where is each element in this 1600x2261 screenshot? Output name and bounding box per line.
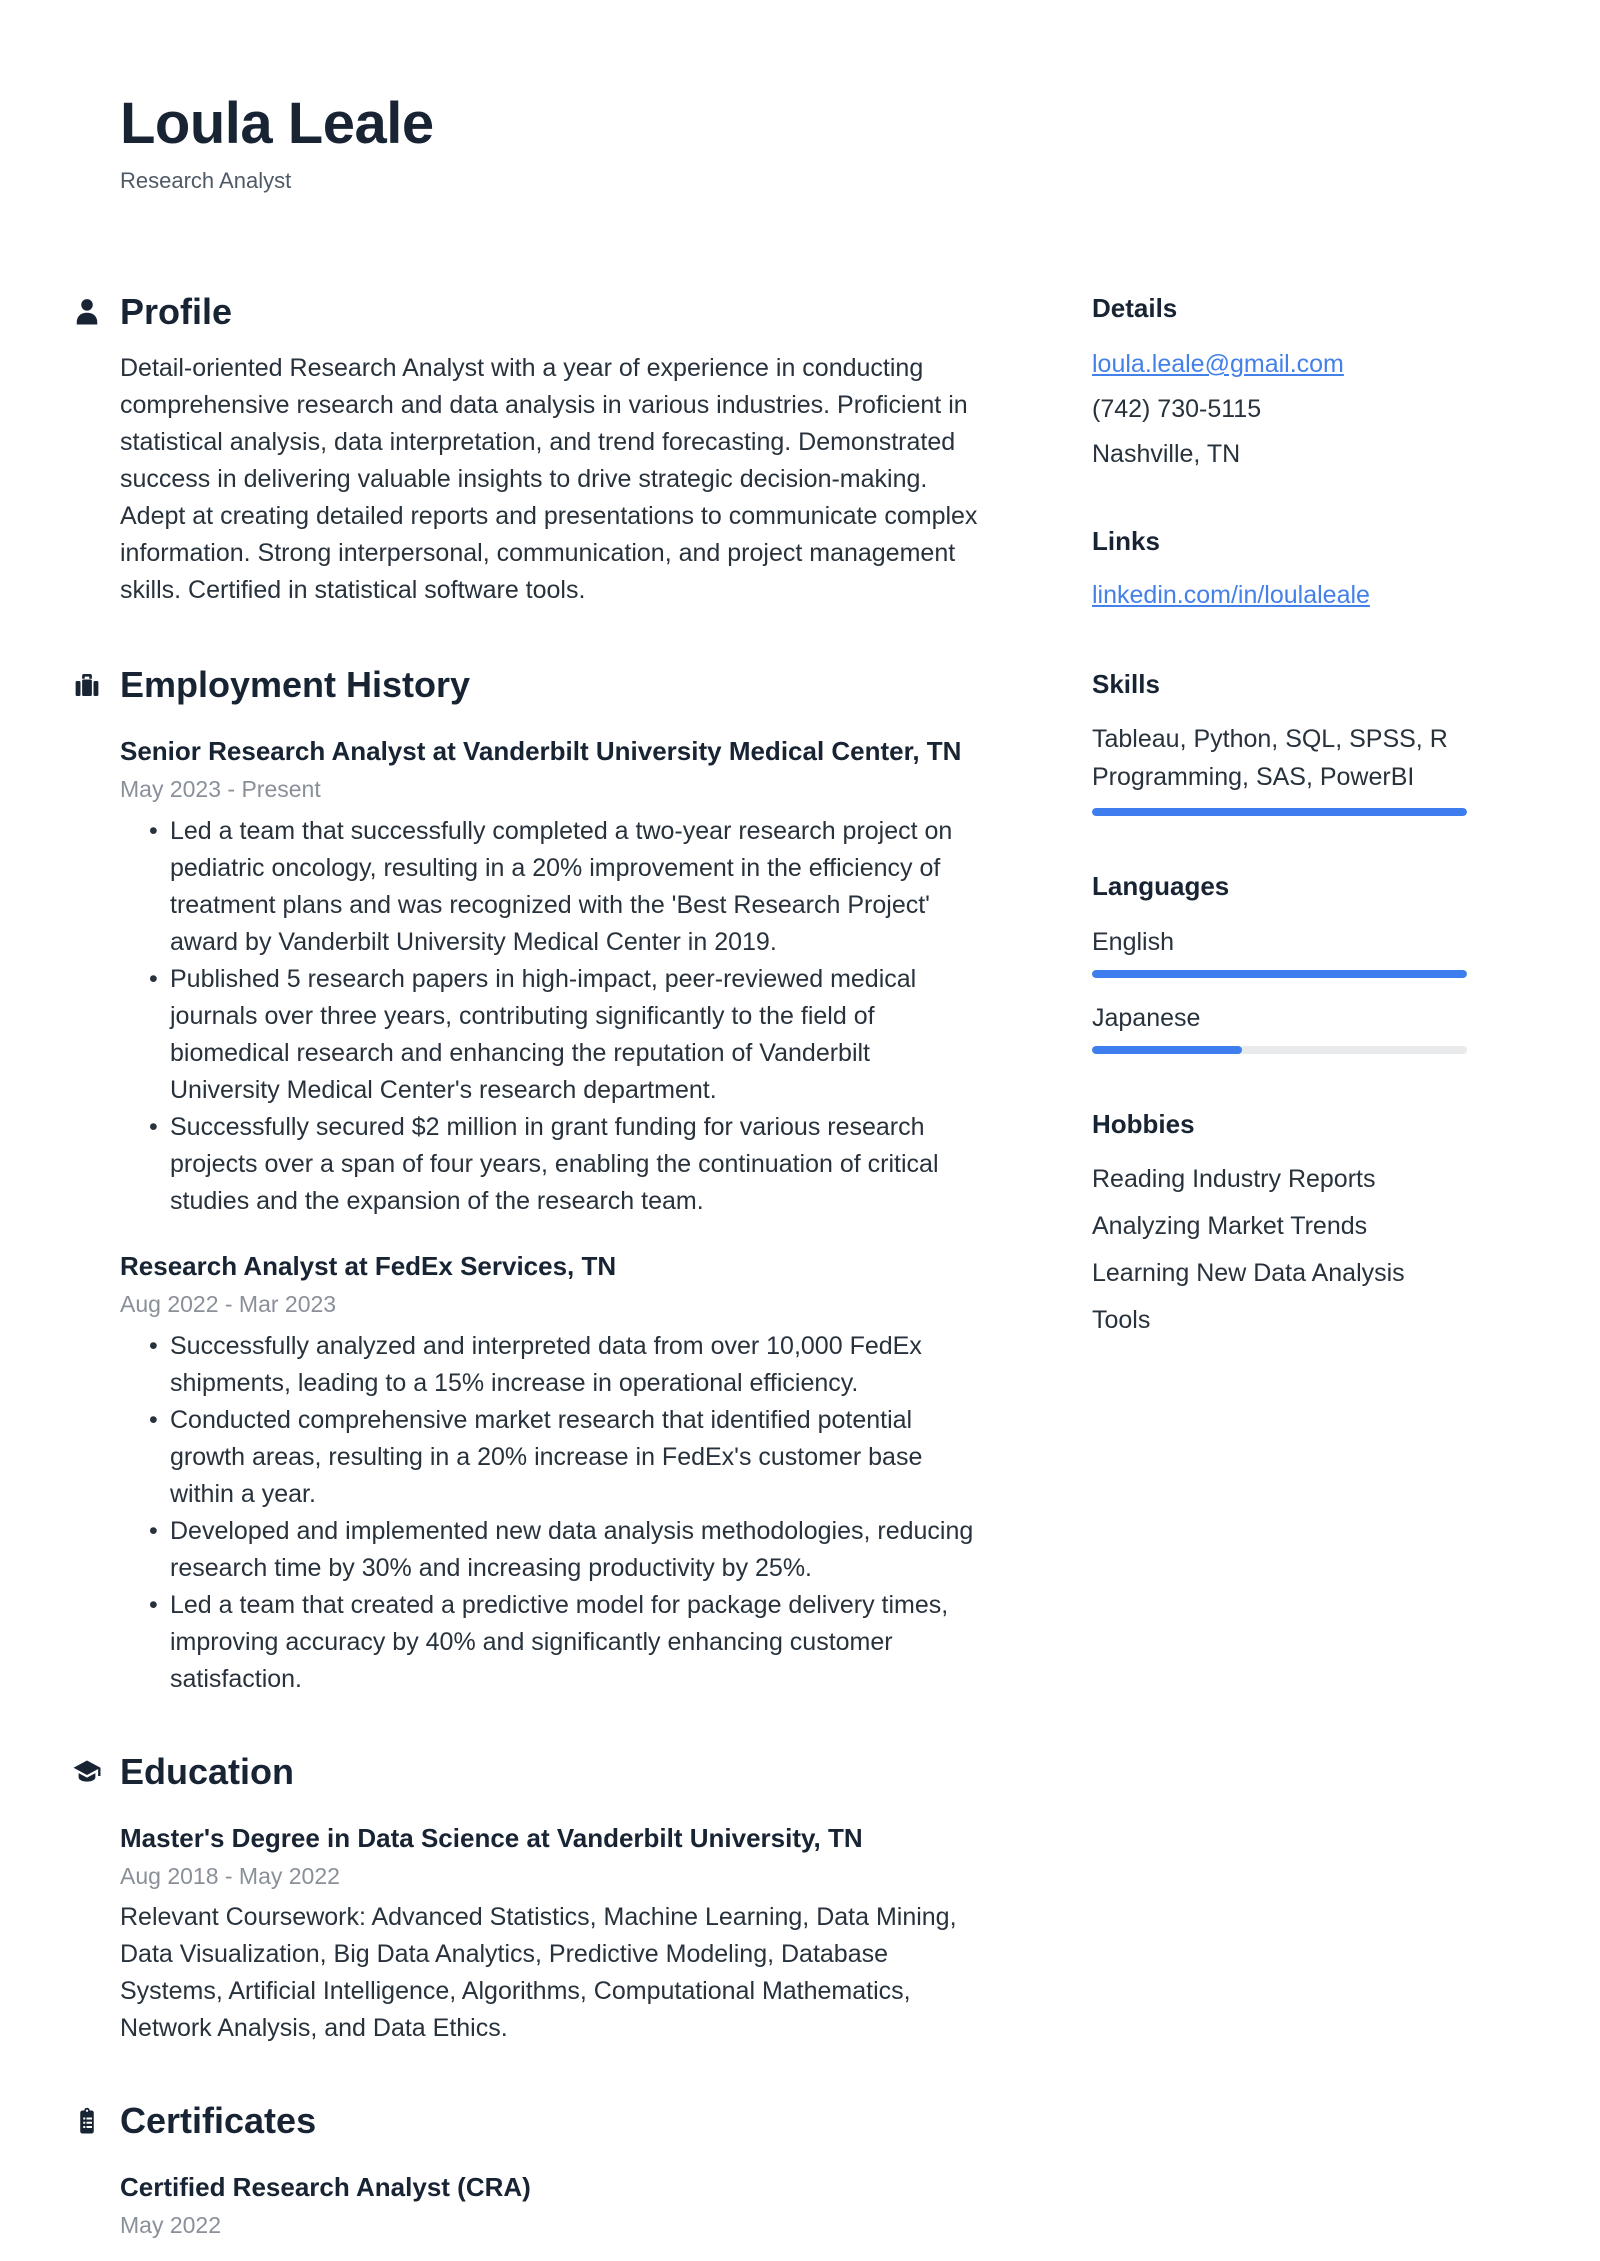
email-link[interactable]: loula.leale@gmail.com xyxy=(1092,350,1344,378)
hobbies-list xyxy=(1092,1156,1467,1344)
language-level-bar xyxy=(1092,1046,1467,1054)
language-name: Japanese xyxy=(1092,1004,1201,1032)
skill-level-bar-fill xyxy=(1092,808,1467,816)
languages-heading: Languages xyxy=(1092,871,1230,901)
certificates-section xyxy=(120,2101,980,2240)
job-entry xyxy=(120,731,980,1220)
languages-section xyxy=(1092,870,1467,1054)
certificate-entry xyxy=(120,2167,980,2240)
language-level-bar xyxy=(1092,970,1467,978)
profile-section xyxy=(120,292,980,609)
job-entry xyxy=(120,1246,980,1698)
employment-heading-label: Employment History xyxy=(120,663,471,705)
language-level-bar-fill xyxy=(1092,970,1467,978)
hobby-item: Analyzing Market Trends xyxy=(1092,1212,1368,1240)
hobby-item: Learning New Data Analysis Tools xyxy=(1092,1259,1405,1334)
job-bullet: • Successfully analyzed and interpreted data from over 10,000 FedEx shipments, leading to a 15% increase in operational efficiency. xyxy=(120,1328,980,1402)
briefcase-icon xyxy=(72,670,102,700)
certificate-title: Certified Research Analyst (CRA) xyxy=(120,2171,531,2202)
person-icon xyxy=(72,297,102,327)
employment-history-section xyxy=(120,665,980,1698)
hobbies-heading: Hobbies xyxy=(1092,1109,1195,1139)
column-gap xyxy=(980,92,1092,2240)
profile-summary: Detail-oriented Research Analyst with a year of experience in conducting comprehensive research and data analysis in various industries. Proficient in statistical analysis, data interpretation, and trend forecasting. Demonstrated success in delivering valuable insights to drive strategic decision-making. Adept at creating detailed reports and presentations to communicate complex information. Strong interpersonal, communication, and project management skills. Certified in statistical software tools. xyxy=(120,353,978,604)
skills-heading: Skills xyxy=(1092,669,1160,699)
person-name: Loula Leale xyxy=(120,91,434,156)
clipboard-list-icon xyxy=(72,2106,102,2136)
education-dates: Aug 2018 - May 2022 xyxy=(120,1862,340,1889)
language-item xyxy=(1092,1002,1467,1054)
main-column xyxy=(120,92,980,2240)
certificates-heading-label: Certificates xyxy=(120,2099,317,2141)
phone-number: (742) 730-5115 xyxy=(1092,395,1262,423)
links-list xyxy=(1092,573,1467,618)
skills-list-text: Tableau, Python, SQL, SPSS, R Programming, SAS, PowerBI xyxy=(1092,725,1448,791)
job-dates: Aug 2022 - Mar 2023 xyxy=(120,1290,337,1317)
education-heading-label: Education xyxy=(120,1750,295,1792)
language-item xyxy=(1092,926,1467,978)
education-section xyxy=(120,1752,980,2047)
job-bullet-list xyxy=(120,1328,980,1698)
job-bullet: • Published 5 research papers in high-impact, peer-reviewed medical journals over three years, contributing significantly to the field of biomedical research and enhancing the reputation of Vanderbilt University Medical Center's research department. xyxy=(120,961,980,1109)
location-text: Nashville, TN xyxy=(1092,440,1241,468)
skill-level-bar xyxy=(1092,808,1467,816)
education-description: Relevant Coursework: Advanced Statistics, Machine Learning, Data Mining, Data Visualization, Big Data Analytics, Predictive Modeling, Database Systems, Artificial Intelligence, Algorithms, Computational Mathematics, Network Analysis, and Data Ethics. xyxy=(120,1902,957,2042)
certificate-dates: May 2022 xyxy=(120,2211,222,2238)
job-title: Senior Research Analyst at Vanderbilt University Medical Center, TN xyxy=(120,735,962,766)
linkedin-link[interactable]: linkedin.com/in/loulaleale xyxy=(1092,581,1370,609)
person-job-title: Research Analyst xyxy=(120,167,292,193)
job-bullet: • Conducted comprehensive market research that identified potential growth areas, resulting in a 20% increase in FedEx's customer base within a year. xyxy=(120,1402,980,1513)
employment-heading xyxy=(120,665,980,705)
details-heading: Details xyxy=(1092,293,1178,323)
job-bullet: • Led a team that created a predictive model for package delivery times, improving accuracy by 40% and significantly enhancing customer satisfaction. xyxy=(120,1587,980,1698)
job-dates: May 2023 - Present xyxy=(120,775,321,802)
links-section xyxy=(1092,525,1467,618)
language-name: English xyxy=(1092,928,1174,956)
hobbies-section xyxy=(1092,1108,1467,1344)
profile-heading xyxy=(120,292,980,332)
education-heading xyxy=(120,1752,980,1792)
job-bullet: • Led a team that successfully completed a two-year research project on pediatric oncology, resulting in a 20% improvement in the efficiency of treatment plans and was recognized with the 'Best Research Project' award by Vanderbilt University Medical Center in 2019. xyxy=(120,813,980,961)
job-bullet: • Successfully secured $2 million in grant funding for various research projects over a span of four years, enabling the continuation of critical studies and the expansion of the research team. xyxy=(120,1109,980,1220)
header xyxy=(120,92,980,196)
links-heading: Links xyxy=(1092,526,1160,556)
profile-heading-label: Profile xyxy=(120,290,233,332)
skills-section xyxy=(1092,668,1467,816)
language-level-bar-fill xyxy=(1092,1046,1242,1054)
degree-title: Master's Degree in Data Science at Vanderbilt University, TN xyxy=(120,1822,863,1853)
education-entry xyxy=(120,1818,980,2047)
job-bullet-list xyxy=(120,813,980,1220)
job-bullet: • Developed and implemented new data analysis methodologies, reducing research time by 30% and increasing productivity by 25%. xyxy=(120,1513,980,1587)
details-list xyxy=(1092,342,1467,477)
graduation-cap-icon xyxy=(72,1757,102,1787)
details-section xyxy=(1092,292,1467,477)
hobby-item: Reading Industry Reports xyxy=(1092,1165,1376,1193)
certificates-heading xyxy=(120,2101,980,2141)
job-title: Research Analyst at FedEx Services, TN xyxy=(120,1250,617,1281)
sidebar xyxy=(1092,92,1467,2240)
